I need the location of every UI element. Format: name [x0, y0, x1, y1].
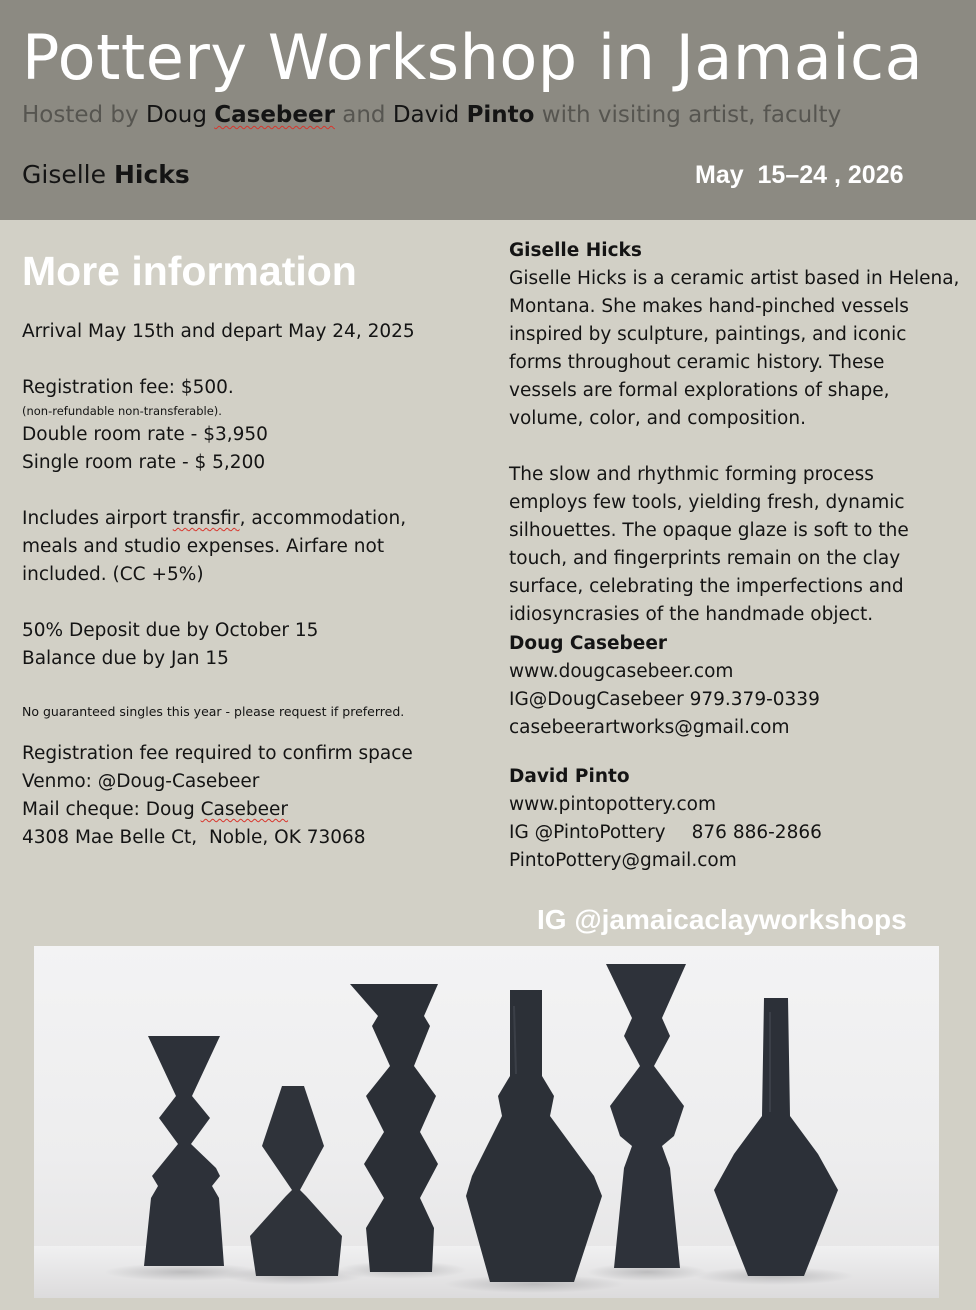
- faculty-line: [22, 158, 190, 192]
- venmo-text: Venmo: @Doug-Casebeer: [22, 771, 260, 792]
- vessel-shape: [606, 964, 686, 1268]
- includes-line-2: meals and studio expenses. Airfare not: [22, 536, 385, 557]
- mail-name: Casebeer: [200, 799, 289, 820]
- vessels-photo: [34, 946, 939, 1298]
- hosted-suffix: with visiting artist, faculty: [541, 102, 842, 128]
- deposit-text: 50% Deposit due by October 15: [22, 620, 319, 641]
- faculty-last-name: Hicks: [113, 160, 190, 189]
- faculty-first-name: Giselle: [22, 160, 106, 189]
- david-ig-line: [509, 819, 822, 847]
- giselle-bio-line: forms throughout ceramic history. These: [509, 352, 885, 373]
- doug-email-link[interactable]: casebeerartworks@gmail.com: [509, 717, 790, 738]
- and-word: and: [342, 102, 386, 128]
- host1-first-name: Doug: [145, 102, 207, 128]
- mail-prefix: Mail cheque: Doug: [22, 799, 201, 820]
- david-phone: 876 886-2866: [691, 822, 822, 843]
- includes-line-1: [22, 505, 406, 533]
- instagram-handle[interactable]: IG @jamaicaclayworkshops: [537, 904, 907, 935]
- includes-1a: Includes airport: [22, 508, 173, 529]
- doug-name: Doug Casebeer: [509, 633, 667, 654]
- header-band: [0, 0, 976, 220]
- registration-fee: Registration fee: $500.: [22, 377, 234, 398]
- includes-1c: , accommodation,: [239, 508, 407, 529]
- giselle-bio-line: Giselle Hicks is a ceramic artist based in Helena,: [509, 268, 960, 289]
- hosted-by-line: [22, 100, 841, 130]
- david-website-link[interactable]: www.pintopottery.com: [509, 794, 717, 815]
- includes-1b: transfir: [172, 508, 240, 529]
- page-title: Pottery Workshop in Jamaica: [22, 21, 924, 94]
- hosted-prefix: Hosted by: [22, 102, 139, 128]
- giselle-bio-line: vessels are formal explorations of shape,: [509, 380, 890, 401]
- arrival-text: Arrival May 15th and depart May 24, 2025: [22, 321, 415, 342]
- giselle-process-line: surface, celebrating the imperfections and: [509, 576, 904, 597]
- giselle-process-line: employs few tools, yielding fresh, dynamic: [509, 492, 905, 513]
- david-email-link[interactable]: PintoPottery@gmail.com: [509, 850, 737, 871]
- more-information-heading: More information: [22, 248, 357, 294]
- single-room-rate: Single room rate - $ 5,200: [22, 452, 266, 473]
- includes-line-3: included. (CC +5%): [22, 564, 204, 585]
- giselle-bio-line: Montana. She makes hand-pinched vessels: [509, 296, 909, 317]
- vessel-shape: [144, 1036, 224, 1266]
- giselle-process-line: silhouettes. The opaque glaze is soft to the: [509, 520, 909, 541]
- host2-last-name: Pinto: [466, 102, 535, 128]
- giselle-bio-line: inspired by sculpture, paintings, and iconic: [509, 324, 907, 345]
- mail-cheque-line: [22, 796, 288, 824]
- mailing-address: 4308 Mae Belle Ct, Noble, OK 73068: [22, 827, 366, 848]
- confirm-text: Registration fee required to confirm space: [22, 743, 413, 764]
- workshop-dates: May 15–24 , 2026: [695, 161, 904, 189]
- singles-note: No guaranteed singles this year - please request if preferred.: [22, 704, 405, 719]
- fee-note: (non-refundable non-transferable).: [22, 404, 222, 418]
- host1-last-name: Casebeer: [214, 102, 335, 128]
- giselle-bio-line: volume, color, and composition.: [509, 408, 806, 429]
- doug-ig-phone: IG@DougCasebeer 979.379-0339: [509, 689, 820, 710]
- vessel-shape: [466, 990, 602, 1282]
- vessels-illustration: [34, 946, 939, 1298]
- vessel-shape: [250, 1086, 342, 1276]
- doug-website-link[interactable]: www.dougcasebeer.com: [509, 661, 734, 682]
- david-ig: IG @PintoPottery: [509, 822, 666, 843]
- host2-first-name: David: [392, 102, 460, 128]
- vessel-shape: [714, 998, 838, 1276]
- giselle-process-line: touch, and fingerprints remain on the clay: [509, 548, 901, 569]
- double-room-rate: Double room rate - $3,950: [22, 424, 268, 445]
- giselle-process-line: idiosyncrasies of the handmade object.: [509, 604, 874, 625]
- giselle-name: Giselle Hicks: [509, 240, 642, 261]
- david-name: David Pinto: [509, 766, 630, 787]
- balance-text: Balance due by Jan 15: [22, 648, 229, 669]
- vessel-shape: [350, 984, 438, 1272]
- giselle-process-line: The slow and rhythmic forming process: [509, 464, 874, 485]
